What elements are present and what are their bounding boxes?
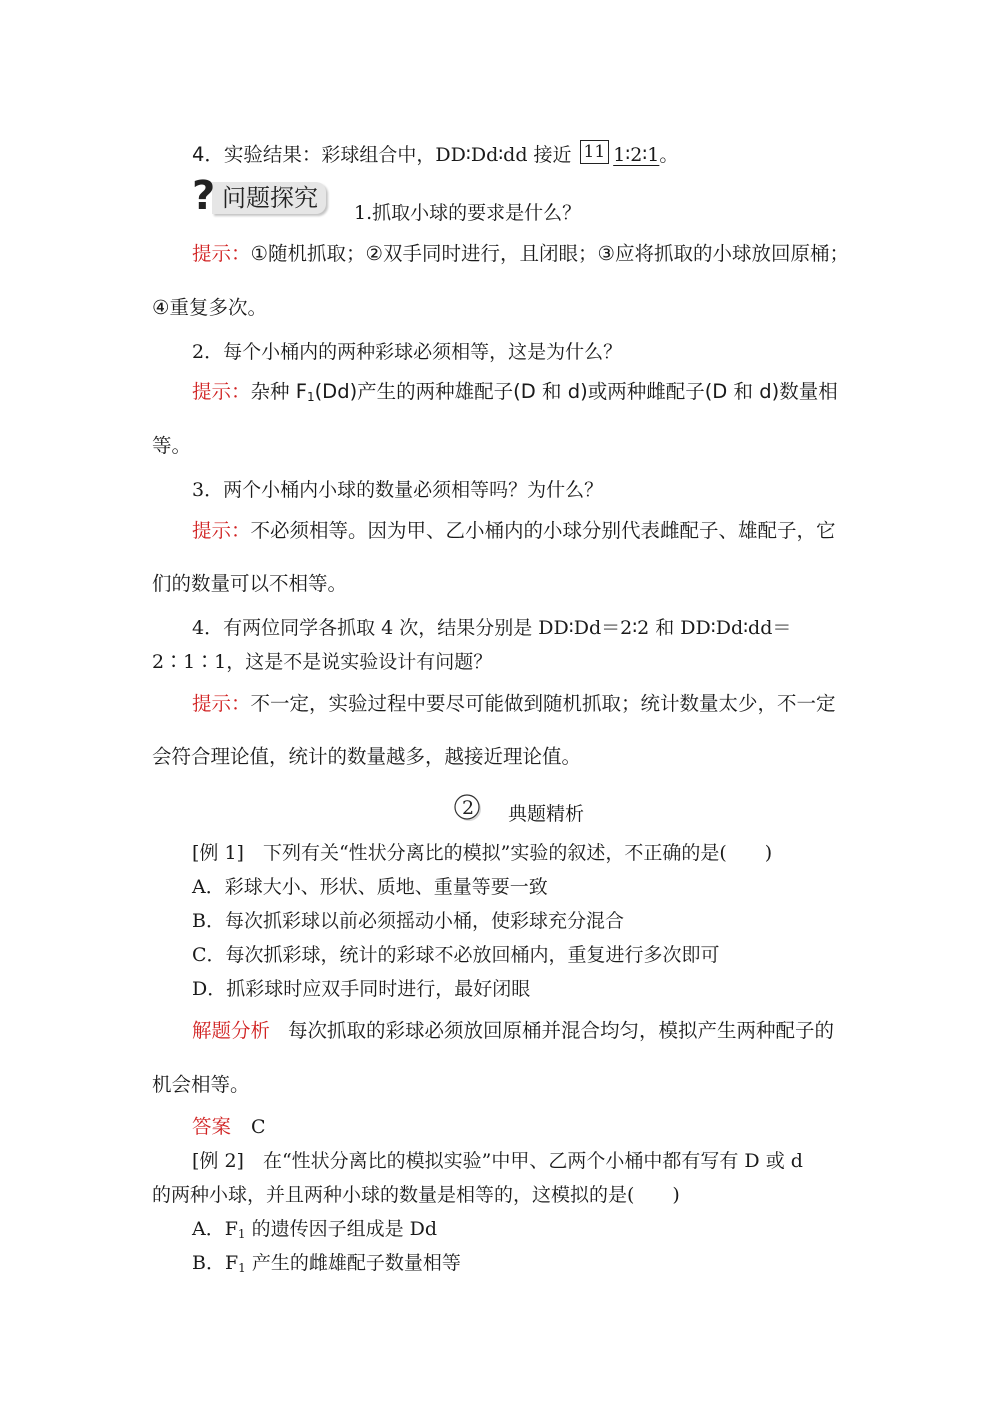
hint-4-line-2: 会符合理论值，统计的数量越多，越接近理论值。: [152, 745, 582, 768]
hint-label: 提示：: [192, 380, 251, 403]
hint-label: 提示：: [192, 519, 251, 542]
example-2-option-a: A．$F_1$ 的遗传因子组成是 Dd: [192, 1218, 438, 1241]
hint-4-line-1: 提示：不一定，实验过程中要尽可能做到随机抓取；统计数量太少，不一定: [192, 692, 836, 715]
hint-2-line-2: 等。: [152, 434, 192, 457]
question-mark-icon: ?: [192, 173, 216, 219]
question-2: 2．每个小桶内的两种彩球必须相等，这是为什么？: [192, 341, 623, 363]
experiment-result-line: [192, 143, 678, 168]
example-2-option-b: B．$F_1$ 产生的雌雄配子数量相等: [192, 1252, 461, 1275]
question-1: 1.抓取小球的要求是什么？: [354, 202, 582, 224]
analysis-label: 解题分析: [192, 1019, 271, 1042]
answer-label: 答案: [192, 1115, 232, 1138]
hint-1-line-1: 提示：①随机抓取；②双手同时进行，且闭眼；③应将抓取的小球放回原桶；: [192, 242, 849, 265]
example-1-answer: [192, 1115, 266, 1139]
example-1-analysis-line-1: 解题分析 每次抓取的彩球必须放回原桶并混合均匀，模拟产生两种配子的: [192, 1019, 835, 1042]
result-text: 彩球组合中，DD∶Dd∶dd 接近: [321, 144, 572, 166]
section-number-circle-icon: [453, 793, 483, 823]
example-2-stem-line-2: 的两种小球，并且两种小球的数量是相等的，这模拟的是( ): [152, 1184, 680, 1206]
blank-number-box: 11: [580, 140, 610, 164]
example-1-option-a: A．彩球大小、形状、质地、重量等要一致: [192, 876, 548, 898]
hint-3-line-2: 们的数量可以不相等。: [152, 572, 348, 595]
hint-1-line-2: ④重复多次。: [152, 296, 267, 319]
question-4-line-1: 4．有两位同学各抓取 4 次，结果分别是 DD∶Dd＝2∶2 和 DD∶Dd∶dd＝: [192, 617, 792, 639]
result-label: 4．实验结果：: [192, 143, 322, 166]
example-1-option-b: B．每次抓彩球以前必须摇动小桶，使彩球充分混合: [192, 910, 624, 932]
question-explore-badge: [192, 173, 332, 219]
example-1-option-d: D．抓彩球时应双手同时进行，最好闭眼: [192, 978, 531, 1000]
hint-label: 提示：: [192, 692, 251, 715]
question-3: 3．两个小桶内小球的数量必须相等吗？为什么？: [192, 479, 604, 501]
answer-value: C: [251, 1116, 266, 1138]
example-2-stem-line-1: [例 2] 在“性状分离比的模拟实验”中甲、乙两个小桶中都有写有 D 或 d: [192, 1150, 803, 1172]
ratio-answer: 1∶2∶1: [613, 144, 660, 166]
section-number: 2: [461, 797, 475, 819]
example-1-stem: [例 1] 下列有关“性状分离比的模拟”实验的叙述，不正确的是( ): [192, 842, 773, 864]
example-1-option-c: C．每次抓彩球，统计的彩球不必放回桶内，重复进行多次即可: [192, 944, 720, 966]
period: 。: [659, 144, 679, 166]
question-4-line-2: 2∶1∶1，这是不是说实验设计有问题？: [152, 651, 493, 673]
hint-2-line-1: 提示：杂种 $F_1(Dd)$产生的两种雄配子(D 和 d)或两种雌配子(D 和 d)数量相: [192, 380, 838, 404]
badge-title: 问题探究: [222, 184, 318, 212]
hint-label: 提示：: [192, 242, 251, 265]
section-title: 典题精析: [508, 803, 585, 825]
example-1-analysis-line-2: 机会相等。: [152, 1073, 250, 1096]
hint-3-line-1: 提示：不必须相等。因为甲、乙小桶内的小球分别代表雌配子、雄配子，它: [192, 519, 836, 542]
